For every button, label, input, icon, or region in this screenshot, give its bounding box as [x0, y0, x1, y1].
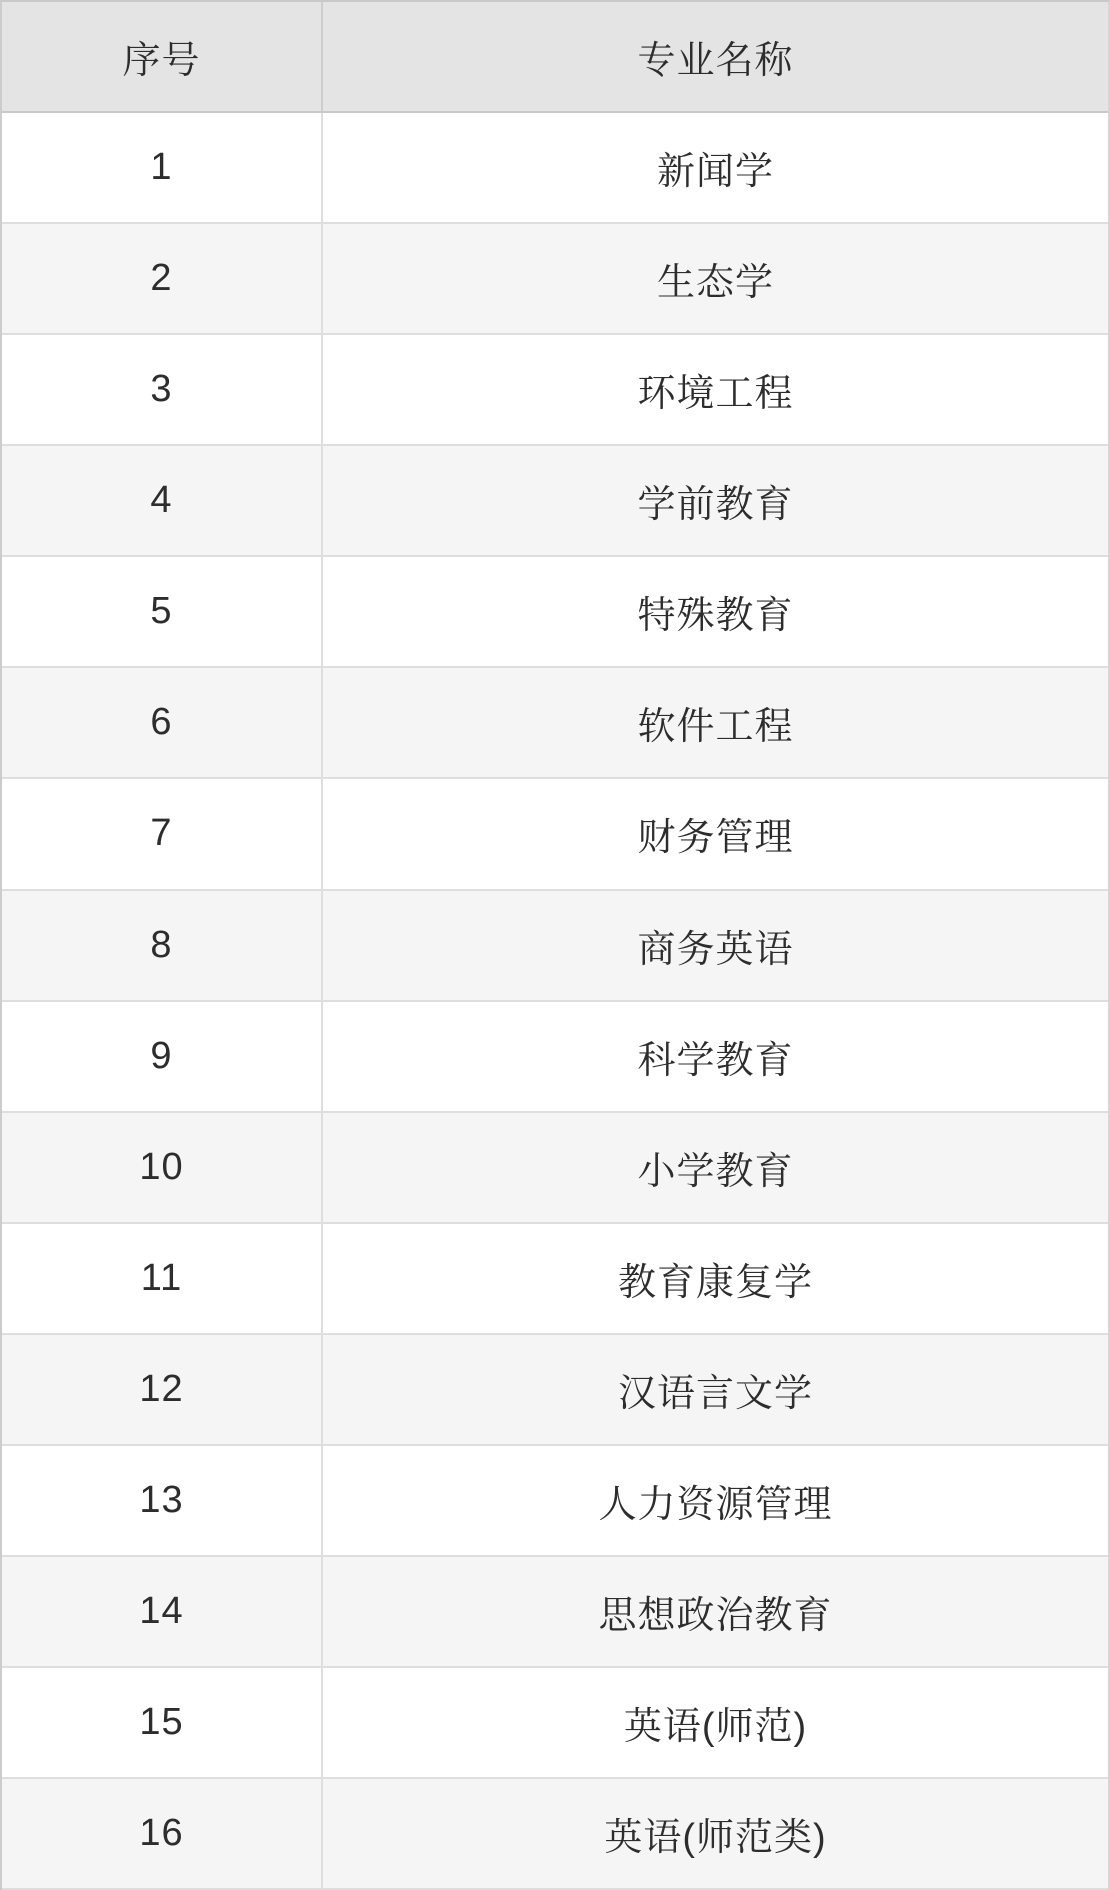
major-cell: 汉语言文学 — [617, 1372, 813, 1415]
col-header-major: 专业名称 — [637, 40, 794, 83]
major-cell: 英语(师范类) — [604, 1817, 827, 1860]
table-row — [2, 1668, 1108, 1779]
major-cell: 财务管理 — [637, 817, 794, 860]
serial-cell: 11 — [2, 1224, 323, 1333]
major-cell: 小学教育 — [637, 1150, 794, 1193]
table-row — [2, 1779, 1108, 1890]
serial-cell: 14 — [2, 1557, 323, 1666]
table-row — [2, 446, 1108, 557]
table-row — [2, 224, 1108, 335]
serial-cell: 6 — [2, 668, 323, 777]
major-cell: 特殊教育 — [637, 595, 794, 638]
serial-cell: 9 — [2, 1002, 323, 1111]
table-row — [2, 891, 1108, 1002]
table-row — [2, 1557, 1108, 1668]
major-cell: 学前教育 — [637, 484, 794, 527]
serial-cell: 7 — [2, 779, 323, 888]
serial-cell: 12 — [2, 1335, 323, 1444]
table-row — [2, 557, 1108, 668]
table-row — [2, 779, 1108, 890]
table-row — [2, 1113, 1108, 1224]
serial-cell: 13 — [2, 1446, 323, 1555]
table-row — [2, 1335, 1108, 1446]
serial-cell: 3 — [2, 335, 323, 444]
serial-cell: 8 — [2, 891, 323, 1000]
table-header-row — [2, 2, 1108, 113]
serial-cell: 10 — [2, 1113, 323, 1222]
major-cell: 软件工程 — [637, 706, 794, 749]
table-row — [2, 1446, 1108, 1557]
serial-cell: 2 — [2, 224, 323, 333]
col-header-serial: 序号 — [2, 2, 323, 111]
serial-cell: 16 — [2, 1779, 323, 1888]
serial-cell: 15 — [2, 1668, 323, 1777]
table-row — [2, 1224, 1108, 1335]
serial-cell: 5 — [2, 557, 323, 666]
major-cell: 环境工程 — [637, 373, 794, 416]
table-row — [2, 335, 1108, 446]
major-cell: 教育康复学 — [617, 1261, 813, 1304]
major-cell: 英语(师范) — [623, 1705, 808, 1748]
major-cell: 科学教育 — [637, 1039, 794, 1082]
serial-cell: 1 — [2, 113, 323, 222]
major-cell: 新闻学 — [656, 151, 774, 194]
major-cell: 商务英语 — [637, 928, 794, 971]
serial-cell: 4 — [2, 446, 323, 555]
table-row — [2, 1002, 1108, 1113]
table-row — [2, 113, 1108, 224]
major-cell: 思想政治教育 — [598, 1594, 833, 1637]
table-row — [2, 668, 1108, 779]
major-cell: 人力资源管理 — [598, 1483, 833, 1526]
major-cell: 生态学 — [656, 262, 774, 305]
